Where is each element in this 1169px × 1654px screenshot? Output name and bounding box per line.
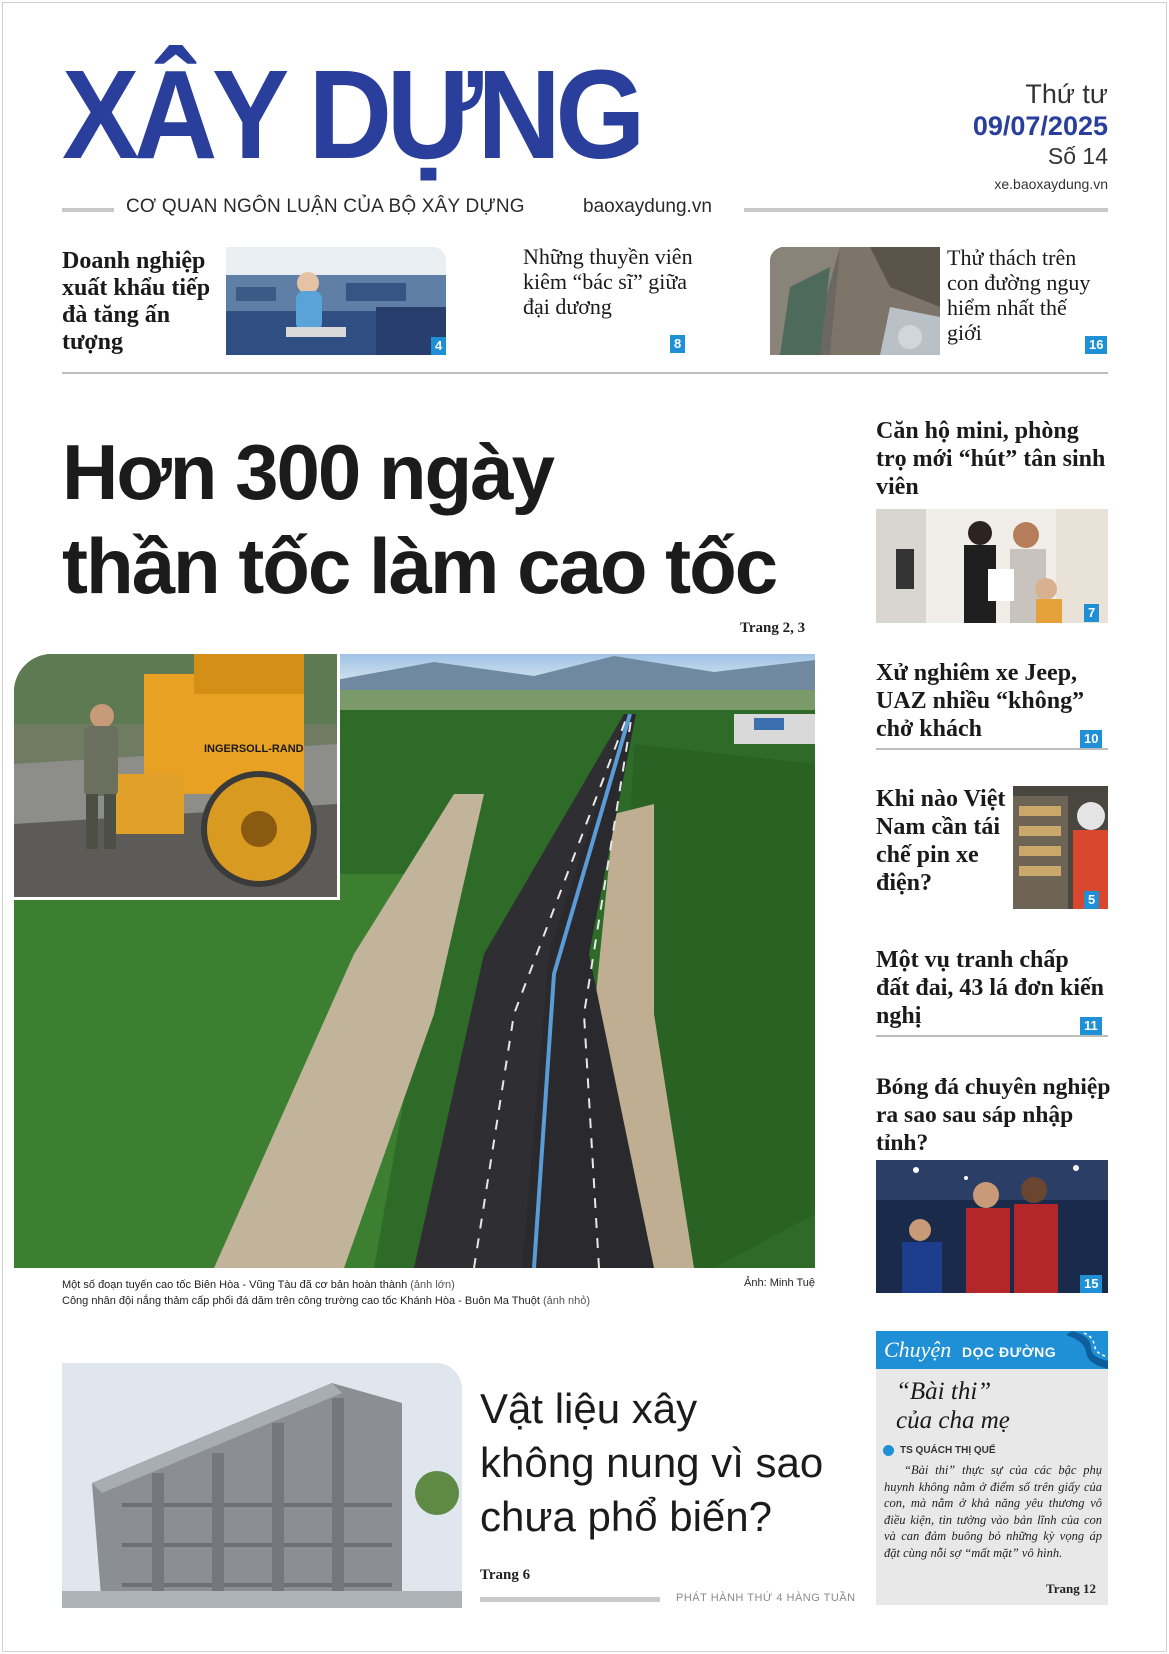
- weekday: Thứ tư: [1025, 79, 1108, 109]
- right-story-divider: [876, 748, 1108, 750]
- website-link[interactable]: baoxaydung.vn: [583, 196, 712, 217]
- right-story-title[interactable]: Xử nghiêm xe Jeep, UAZ nhiều “không” chở khách: [876, 660, 1085, 742]
- column-author: TS QUÁCH THỊ QUẾ: [900, 1445, 996, 1456]
- photo-caption: [62, 1277, 590, 1309]
- photo-credit: [744, 1277, 815, 1289]
- right-story-photo-football[interactable]: [876, 1160, 1108, 1293]
- right-story-page-badge[interactable]: 11: [1080, 1017, 1102, 1035]
- column-title: [896, 1377, 1010, 1435]
- column-page-ref[interactable]: Trang 12: [1046, 1581, 1096, 1596]
- right-story-photo-students[interactable]: [876, 509, 1108, 623]
- lead-headline[interactable]: [62, 425, 776, 613]
- column-banner: [876, 1331, 1108, 1369]
- caption-line-1: Một số đoạn tuyến cao tốc Biên Hòa - Vũng Tàu đã cơ bản hoàn thành: [62, 1279, 408, 1291]
- site-link[interactable]: xe.baoxaydung.vn: [994, 176, 1108, 193]
- issue-date: 09/07/2025: [972, 111, 1108, 142]
- newspaper-logo[interactable]: XÂY DỰNG: [62, 44, 641, 185]
- column-box[interactable]: [876, 1331, 1108, 1605]
- right-story-page-badge[interactable]: 15: [1080, 1275, 1102, 1293]
- credit-label: Ảnh:: [744, 1277, 767, 1289]
- teaser-page-badge[interactable]: 4: [431, 337, 446, 355]
- headline-line-2: thần tốc làm cao tốc: [62, 522, 777, 610]
- factory-workers-image: [226, 247, 446, 355]
- right-story-title[interactable]: Căn hộ mini, phòng trọ mới “hút” tân sinh viên: [876, 418, 1106, 500]
- teaser-title-export[interactable]: Doanh nghiệp xuất khẩu tiếp đà tăng ấn tượng: [62, 248, 211, 355]
- teaser-page-badge[interactable]: 16: [1085, 336, 1107, 354]
- right-story-title[interactable]: Một vụ tranh chấp đất đai, 43 lá đơn kiến nghị: [876, 947, 1105, 1029]
- mountain-road-image: [770, 247, 940, 355]
- right-story-page-badge[interactable]: 5: [1084, 891, 1099, 909]
- unfired-brick-building-image: [62, 1363, 462, 1608]
- caption-line-1-note: (ảnh lớn): [410, 1279, 455, 1291]
- column-label-script: Chuyện: [884, 1337, 952, 1362]
- lead-inset-photo-roller[interactable]: [14, 654, 340, 900]
- lead-page-ref[interactable]: Trang 2, 3: [740, 620, 806, 636]
- bottom-story-headline[interactable]: [480, 1382, 823, 1544]
- right-story-title[interactable]: Bóng đá chuyên nghiệp ra sao sau sáp nhập tỉnh?: [876, 1074, 1111, 1156]
- teaser-photo-factory[interactable]: [226, 247, 446, 355]
- right-story-title[interactable]: Khi nào Việt Nam cần tái chế pin xe điện?: [876, 786, 1006, 896]
- teaser-page-badge[interactable]: 8: [670, 335, 685, 353]
- release-rule: [480, 1597, 660, 1602]
- caption-line-2-note: (ảnh nhỏ): [542, 1295, 591, 1307]
- release-schedule: PHÁT HÀNH THỨ 4 HÀNG TUẦN: [676, 1592, 856, 1604]
- road-roller-image: [14, 654, 337, 897]
- bottom-story-page-ref[interactable]: Trang 6: [480, 1567, 531, 1583]
- teaser-title-dangerous-road[interactable]: Thử thách trên con đường nguy hiểm nhất thế giới: [947, 245, 1091, 345]
- tagline-rule-left: [62, 208, 114, 212]
- masthead: [62, 44, 842, 192]
- teaser-photo-road[interactable]: [770, 247, 940, 355]
- right-story-divider: [876, 1035, 1108, 1037]
- teaser-title-sailors[interactable]: Những thuyền viên kiêm “bác sĩ” giữa đại dương: [523, 244, 693, 319]
- right-story-page-badge[interactable]: 7: [1084, 604, 1099, 622]
- tagline-rule-right: [744, 208, 1108, 212]
- caption-line-2: Công nhân đội nắng thảm cấp phối đá dăm trên công trường cao tốc Khánh Hòa - Buôn Ma Thuột: [62, 1295, 540, 1307]
- teaser-divider: [62, 372, 1108, 374]
- roller-brand-text: INGERSOLL-RAND: [204, 743, 304, 755]
- issue-number: Số 14: [1047, 142, 1108, 169]
- column-body: “Bài thi” thực sự của các bậc phụ huynh không nằm ở điểm số trên giấy của con, mà nằm ở khả năng yêu thương vô điều kiện, tin tưởng vào bản lĩnh của con và can đảm buông bỏ những kỳ vọng áp đặt cùng nỗi sợ “mất mặt” vô hình.: [884, 1463, 1102, 1560]
- right-story-page-badge[interactable]: 10: [1080, 730, 1102, 748]
- date-block: [973, 78, 1108, 192]
- column-title-line-2: của cha mẹ: [896, 1407, 1010, 1434]
- students-apartment-image: [876, 509, 1108, 623]
- headline-line-1: Hơn 300 ngày: [62, 428, 553, 516]
- credit-name: Minh Tuệ: [769, 1277, 815, 1289]
- bottom-headline-line-3: chưa phổ biến?: [480, 1493, 773, 1540]
- author-icon: [883, 1445, 894, 1456]
- bottom-headline-line-1: Vật liệu xây: [480, 1385, 698, 1432]
- column-label-caps: DỌC ĐƯỜNG: [962, 1344, 1057, 1360]
- bottom-headline-line-2: không nung vì sao: [480, 1439, 824, 1486]
- column-title-line-1: “Bài thi”: [896, 1378, 992, 1405]
- tagline: CƠ QUAN NGÔN LUẬN CỦA BỘ XÂY DỰNG: [126, 196, 525, 217]
- bottom-story-photo[interactable]: [62, 1363, 462, 1608]
- football-players-image: [876, 1160, 1108, 1293]
